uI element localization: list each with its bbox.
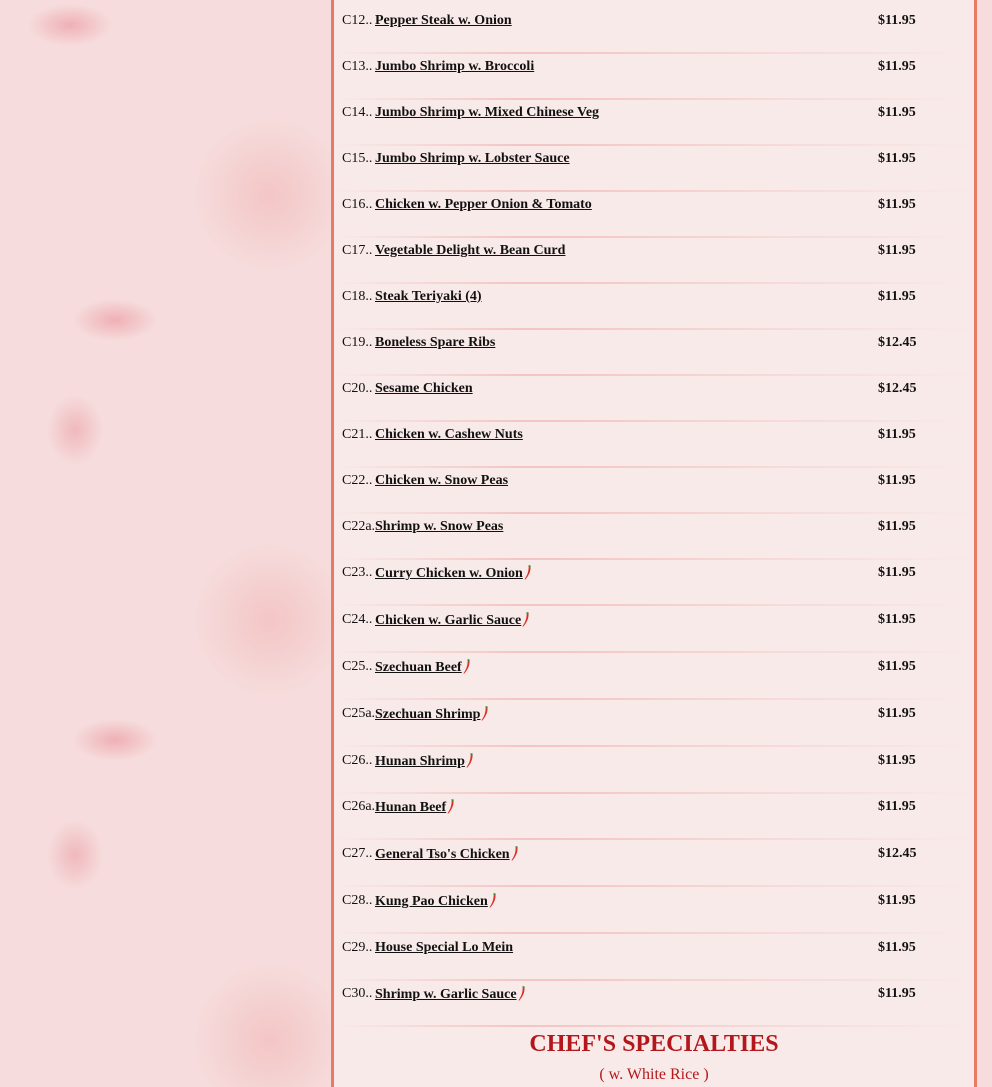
menu-item-name: Kung Pao Chicken <box>375 894 488 909</box>
menu-item-price: $11.95 <box>878 753 916 768</box>
menu-item-row <box>342 468 972 514</box>
menu-item-price: $11.95 <box>878 473 916 488</box>
menu-item-price: $11.95 <box>878 59 916 74</box>
menu-item-name: Chicken w. Snow Peas <box>375 473 509 488</box>
menu-item-code: C23.. <box>342 565 373 580</box>
menu-item-code: C13.. <box>342 59 373 74</box>
menu-item-code: C26.. <box>342 753 373 768</box>
menu-item-link[interactable] <box>375 473 508 489</box>
menu-item-link[interactable] <box>375 13 512 29</box>
chili-pepper-icon <box>447 799 454 814</box>
menu-item-name: Pepper Steak w. Onion <box>375 13 512 28</box>
menu-item-row <box>342 514 972 560</box>
menu-item-name: Curry Chicken w. Onion <box>375 566 523 581</box>
menu-item-row <box>342 146 972 192</box>
menu-item-row <box>342 654 972 700</box>
menu-item-name: Chicken w. Garlic Sauce <box>375 613 522 628</box>
menu-item-price: $11.95 <box>878 243 916 258</box>
menu-item-row <box>342 54 972 100</box>
menu-item-price: $11.95 <box>878 893 916 908</box>
menu-item-name: Vegetable Delight w. Bean Curd <box>375 243 566 258</box>
menu-item-name: Szechuan Shrimp <box>375 707 481 722</box>
menu-item-link[interactable] <box>375 151 570 167</box>
menu-item-code: C30.. <box>342 986 373 1001</box>
menu-item-price: $11.95 <box>878 289 916 304</box>
menu-item-code: C22.. <box>342 473 373 488</box>
menu-item-link[interactable] <box>375 565 531 582</box>
menu-item-row <box>342 888 972 934</box>
menu-item-row <box>342 422 972 468</box>
menu-item-row <box>342 701 972 747</box>
menu-item-link[interactable] <box>375 612 529 629</box>
menu-item-link[interactable] <box>375 893 496 910</box>
menu-item-price: $11.95 <box>878 151 916 166</box>
menu-item-code: C20.. <box>342 381 373 396</box>
menu-item-code: C15.. <box>342 151 373 166</box>
menu-item-price: $11.95 <box>878 427 916 442</box>
menu-item-link[interactable] <box>375 986 525 1003</box>
chili-pepper-icon <box>489 893 496 908</box>
menu-item-row <box>342 192 972 238</box>
menu-item-price: $11.95 <box>878 659 916 674</box>
menu-item-row <box>342 330 972 376</box>
menu-item-link[interactable] <box>375 753 473 770</box>
menu-item-row <box>342 100 972 146</box>
menu-item-price: $11.95 <box>878 706 916 721</box>
menu-item-code: C24.. <box>342 612 373 627</box>
menu-item-link[interactable] <box>375 381 473 397</box>
menu-item-price: $11.95 <box>878 940 916 955</box>
menu-item-row <box>342 748 972 794</box>
menu-item-code: C19.. <box>342 335 373 350</box>
menu-item-name: Hunan Shrimp <box>375 754 465 769</box>
menu-item-code: C25a. <box>342 706 376 721</box>
menu-item-code: C14.. <box>342 105 373 120</box>
chili-pepper-icon <box>522 612 529 627</box>
menu-item-name: Hunan Beef <box>375 800 447 815</box>
menu-item-link[interactable] <box>375 659 470 676</box>
menu-item-price: $11.95 <box>878 799 916 814</box>
menu-item-name: Jumbo Shrimp w. Broccoli <box>375 59 535 74</box>
menu-item-link[interactable] <box>375 846 518 863</box>
menu-item-name: Shrimp w. Snow Peas <box>375 519 504 534</box>
menu-item-name: Jumbo Shrimp w. Lobster Sauce <box>375 151 570 166</box>
menu-item-link[interactable] <box>375 243 565 259</box>
menu-item-code: C29.. <box>342 940 373 955</box>
chili-pepper-icon <box>481 706 488 721</box>
menu-item-link[interactable] <box>375 706 488 723</box>
menu-item-link[interactable] <box>375 289 482 305</box>
menu-item-code: C12.. <box>342 13 373 28</box>
menu-item-code: C26a. <box>342 799 376 814</box>
menu-item-row <box>342 238 972 284</box>
menu-item-row <box>342 841 972 887</box>
menu-item-code: C18.. <box>342 289 373 304</box>
menu-item-name: Steak Teriyaki (4) <box>375 289 482 304</box>
menu-item-link[interactable] <box>375 940 513 956</box>
menu-panel <box>331 0 977 1087</box>
section-subtitle: ( w. White Rice ) <box>599 1066 709 1083</box>
menu-item-code: C27.. <box>342 846 373 861</box>
chili-pepper-icon <box>466 753 473 768</box>
menu-item-price: $12.45 <box>878 335 917 350</box>
menu-item-row <box>342 794 972 840</box>
chili-pepper-icon <box>463 659 470 674</box>
chili-pepper-icon <box>524 565 531 580</box>
menu-item-row <box>342 981 972 1027</box>
menu-item-code: C22a. <box>342 519 376 534</box>
menu-item-row <box>342 284 972 330</box>
menu-item-code: C25.. <box>342 659 373 674</box>
menu-item-name: Chicken w. Pepper Onion & Tomato <box>375 197 592 212</box>
menu-item-link[interactable] <box>375 335 495 351</box>
menu-item-link[interactable] <box>375 197 592 213</box>
menu-item-price: $11.95 <box>878 13 916 28</box>
menu-item-name: Chicken w. Cashew Nuts <box>375 427 523 442</box>
menu-item-price: $12.45 <box>878 846 917 861</box>
menu-item-link[interactable] <box>375 427 523 443</box>
menu-item-name: Jumbo Shrimp w. Mixed Chinese Veg <box>375 105 600 120</box>
menu-item-price: $12.45 <box>878 381 917 396</box>
menu-item-link[interactable] <box>375 105 599 121</box>
menu-item-link[interactable] <box>375 519 503 535</box>
menu-item-row <box>342 560 972 606</box>
menu-item-name: Boneless Spare Ribs <box>375 335 496 350</box>
menu-item-price: $11.95 <box>878 565 916 580</box>
menu-item-name: Sesame Chicken <box>375 381 473 396</box>
menu-item-link[interactable] <box>375 59 534 75</box>
menu-item-code: C28.. <box>342 893 373 908</box>
menu-item-name: House Special Lo Mein <box>375 940 514 955</box>
menu-item-row <box>342 376 972 422</box>
menu-item-row <box>342 607 972 653</box>
menu-item-price: $11.95 <box>878 986 916 1001</box>
chili-pepper-icon <box>518 986 525 1001</box>
menu-item-code: C21.. <box>342 427 373 442</box>
menu-item-code: C16.. <box>342 197 373 212</box>
menu-item-price: $11.95 <box>878 612 916 627</box>
menu-item-name: General Tso's Chicken <box>375 847 510 862</box>
menu-item-name: Shrimp w. Garlic Sauce <box>375 987 517 1002</box>
menu-item-link[interactable] <box>375 799 454 816</box>
menu-item-row <box>342 935 972 981</box>
chili-pepper-icon <box>511 846 518 861</box>
menu-item-price: $11.95 <box>878 519 916 534</box>
menu-item-name: Szechuan Beef <box>375 660 462 675</box>
menu-item-row <box>342 8 972 54</box>
menu-item-price: $11.95 <box>878 197 916 212</box>
menu-item-price: $11.95 <box>878 105 916 120</box>
menu-item-code: C17.. <box>342 243 373 258</box>
section-title: CHEF'S SPECIALTIES <box>529 1031 779 1057</box>
